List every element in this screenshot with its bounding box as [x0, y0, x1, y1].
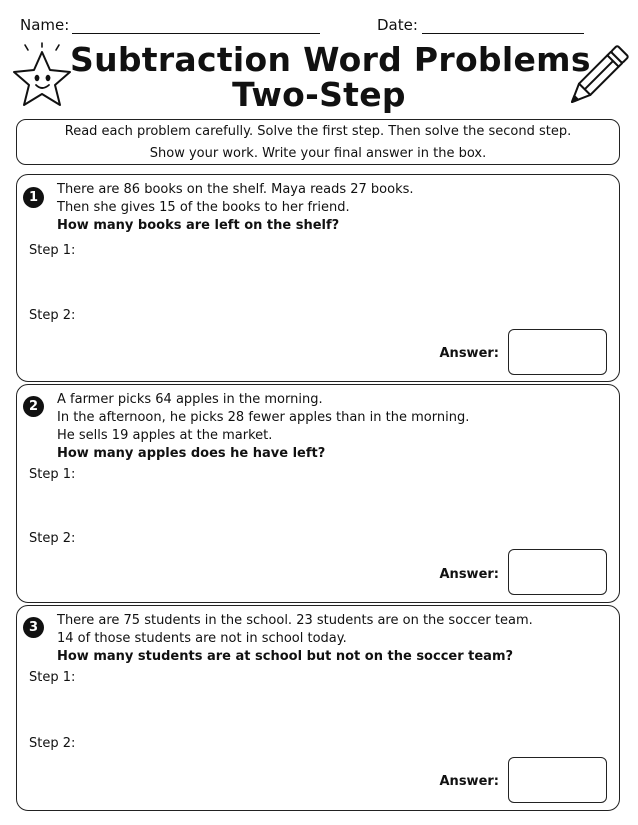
date-label: Date:: [377, 16, 418, 34]
problem-question: How many apples does he have left?: [57, 446, 326, 461]
name-label: Name:: [20, 16, 70, 34]
problem-line: There are 86 books on the shelf. Maya reads 27 books.: [57, 182, 414, 197]
instructions-box: [16, 119, 620, 165]
problem-text: [57, 391, 607, 463]
step-1-label: Step 1:: [29, 243, 76, 258]
smiling-star-icon: [6, 42, 78, 114]
page-title: [70, 40, 591, 114]
pencil-icon: [562, 42, 630, 114]
date-field[interactable]: [422, 33, 584, 34]
step-2-label: Step 2:: [29, 531, 76, 546]
problem-line: In the afternoon, he picks 28 fewer apples than in the morning.: [57, 410, 470, 425]
instructions-line-1: Read each problem carefully. Solve the first step. Then solve the second step.: [64, 124, 572, 139]
title-line-2: Two-Step: [232, 75, 406, 114]
problem-number-badge: 2: [23, 396, 44, 417]
problem-card-3: [16, 605, 620, 811]
problem-text: [57, 181, 607, 235]
answer-label: Answer:: [439, 346, 499, 361]
answer-label: Answer:: [439, 567, 499, 582]
problem-number-badge: 3: [23, 617, 44, 638]
problem-line: There are 75 students in the school. 23 students are on the soccer team.: [57, 613, 533, 628]
problem-text: [57, 612, 607, 666]
answer-box[interactable]: [508, 329, 607, 375]
header-row: [20, 14, 618, 40]
problem-card-2: [16, 384, 620, 603]
problem-question: How many students are at school but not on the soccer team?: [57, 649, 514, 664]
instructions-line-2: Show your work. Write your final answer in the box.: [149, 146, 487, 161]
step-2-label: Step 2:: [29, 736, 76, 751]
answer-box[interactable]: [508, 549, 607, 595]
problem-line: Then she gives 15 of the books to her friend.: [57, 200, 350, 215]
step-1-label: Step 1:: [29, 467, 76, 482]
answer-box[interactable]: [508, 757, 607, 803]
answer-label: Answer:: [439, 774, 499, 789]
problem-card-1: [16, 174, 620, 382]
step-2-label: Step 2:: [29, 308, 76, 323]
problem-number-badge: 1: [23, 187, 44, 208]
problem-line: A farmer picks 64 apples in the morning.: [57, 392, 323, 407]
step-1-label: Step 1:: [29, 670, 76, 685]
name-field[interactable]: [72, 33, 320, 34]
title-line-1: Subtraction Word Problems: [70, 40, 591, 79]
problem-line: 14 of those students are not in school today.: [57, 631, 347, 646]
problem-line: He sells 19 apples at the market.: [57, 428, 273, 443]
problem-question: How many books are left on the shelf?: [57, 218, 340, 233]
